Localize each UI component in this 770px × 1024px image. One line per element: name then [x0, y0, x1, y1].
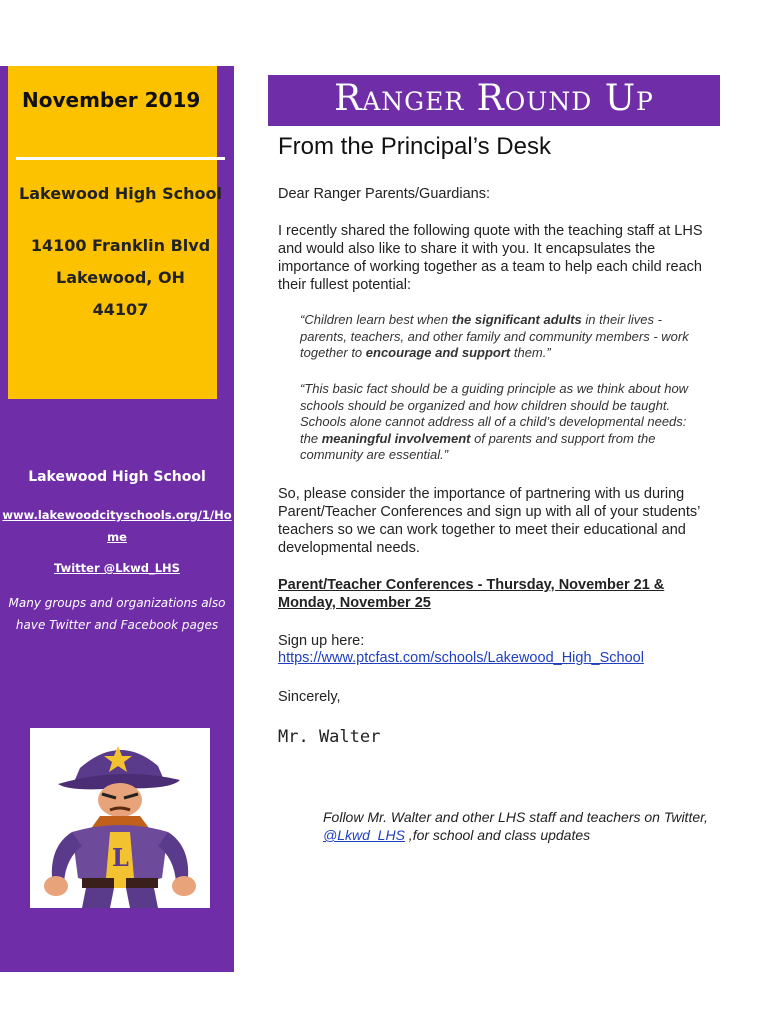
- quote-emphasis: the significant adults: [451, 312, 582, 327]
- signup-link[interactable]: https://www.ptcfast.com/schools/Lakewood_High_School: [278, 650, 644, 666]
- divider: [16, 157, 225, 160]
- svg-text:L: L: [112, 843, 129, 872]
- school-twitter-link[interactable]: Twitter @Lkwd_LHS: [54, 561, 180, 575]
- school-street: 14100 Franklin Blvd: [30, 236, 211, 255]
- partnering-paragraph: So, please consider the importance of partnering with us during Parent/Teacher Conferences and sign up with all of your students’ teachers so we can work together to meet their educational and developmental needs.: [278, 486, 700, 556]
- quote-two: [300, 381, 695, 464]
- intro-paragraph: I recently shared the following quote with the teaching staff at LHS and would also like to share it with you. It encapsulates the importance of working together as a team to help each child reach their fullest potential:: [278, 223, 703, 293]
- signature: Mr. Walter: [278, 727, 381, 747]
- quote-text: of parents and support from the community are essential.”: [300, 430, 656, 462]
- school-name: Lakewood High School: [19, 184, 222, 203]
- social-note: Many groups and organizations also have Twitter and Facebook pages: [8, 596, 226, 632]
- quote-text: them.”: [510, 345, 551, 360]
- follow-text: Follow Mr. Walter and other LHS staff and teachers on Twitter,: [323, 809, 708, 825]
- salutation: Dear Ranger Parents/Guardians:: [278, 186, 490, 202]
- ranger-mascot-illustration: [30, 728, 210, 908]
- principal-twitter-link[interactable]: @Lkwd_LHS: [323, 827, 405, 843]
- newsletter-title: Ranger Round Up: [334, 78, 654, 119]
- sidebar: [0, 66, 234, 972]
- info-panel: [8, 66, 222, 399]
- follow-note: [323, 808, 723, 844]
- quote-text: “Children learn best when: [300, 312, 452, 327]
- mascot-image: [30, 728, 210, 908]
- school-zip: 44107: [92, 300, 149, 319]
- sidebar-school-label: Lakewood High School: [28, 469, 206, 485]
- signup-label: Sign up here:: [278, 633, 365, 649]
- quote-text: in their lives - parents, teachers, and other family and community members - work together to: [300, 312, 689, 360]
- conference-dates: Parent/Teacher Conferences - Thursday, November 21 & Monday, November 25: [278, 577, 665, 611]
- school-city: Lakewood, OH: [56, 268, 185, 287]
- issue-date: November 2019: [22, 88, 201, 112]
- quote-one: [300, 312, 695, 362]
- quote-text: “This basic fact should be a guiding principle as we think about how schools should be organized and how children should be taught. Schools alone cannot address all of a child’s developmental needs: the: [300, 381, 689, 446]
- quote-emphasis: encourage and support: [365, 345, 511, 360]
- quote-emphasis: meaningful involvement: [321, 430, 471, 446]
- newsletter-banner: [268, 75, 720, 126]
- school-website-link[interactable]: www.lakewoodcityschools.org/1/Home: [2, 508, 232, 544]
- closing: Sincerely,: [278, 689, 341, 705]
- section-heading: From the Principal’s Desk: [278, 133, 551, 160]
- follow-text: ,for school and class updates: [404, 827, 591, 843]
